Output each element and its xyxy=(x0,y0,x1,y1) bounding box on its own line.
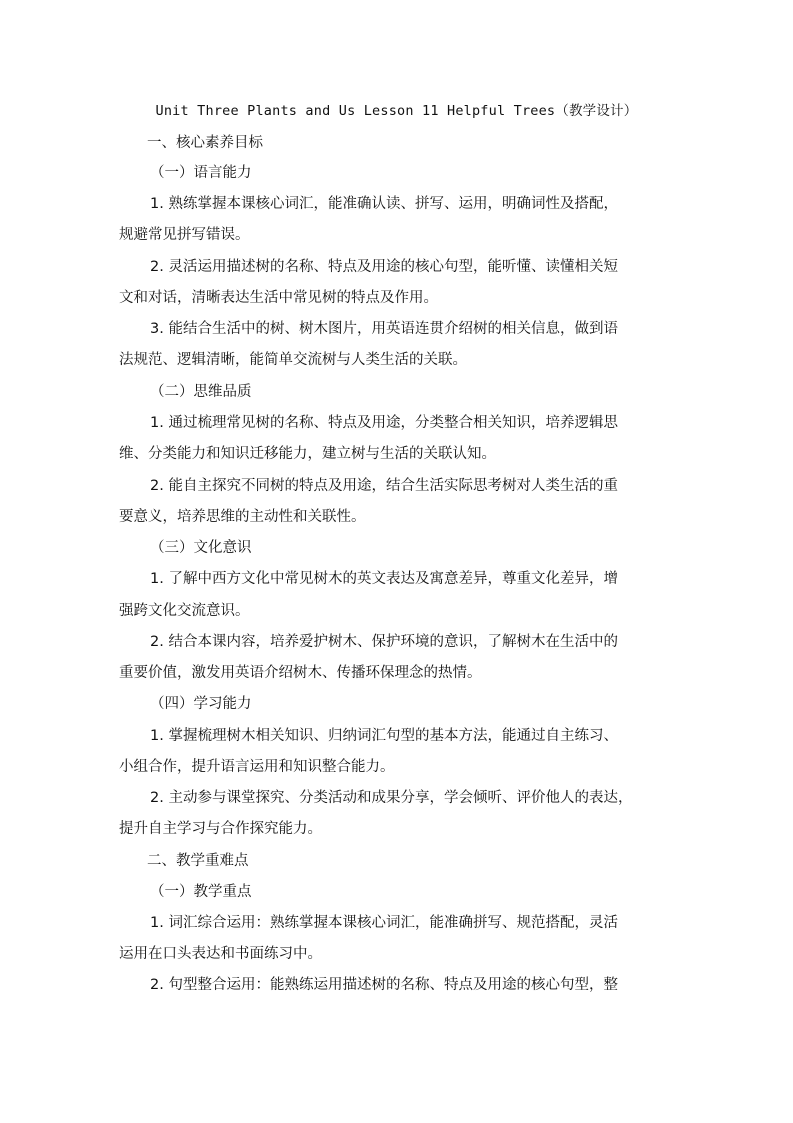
paragraph-line: 提升自主学习与合作探究能力。 xyxy=(119,821,322,837)
paragraph-line: 维、分类能力和知识迁移能力，建立树与生活的关联认知。 xyxy=(119,446,496,462)
subsection-heading-thinking: （二）思维品质 xyxy=(150,384,252,400)
paragraph-line: 小组合作，提升语言运用和知识整合能力。 xyxy=(119,759,395,775)
subsection-heading-culture: （三）文化意识 xyxy=(150,540,252,556)
paragraph-line: 文和对话，清晰表达生活中常见树的特点及作用。 xyxy=(119,290,438,306)
paragraph-line: 运用在口头表达和书面练习中。 xyxy=(119,946,322,962)
paragraph-line: 2. 能自主探究不同树的特点及用途，结合生活实际思考树对人类生活的重 xyxy=(150,478,618,494)
subsection-heading-language: （一）语言能力 xyxy=(150,165,252,181)
subsection-heading-teaching-focus: （一）教学重点 xyxy=(150,884,252,900)
paragraph-line: 要意义，培养思维的主动性和关联性。 xyxy=(119,509,366,525)
paragraph-line: 2. 主动参与课堂探究、分类活动和成果分享，学会倾听、评价他人的表达， xyxy=(150,790,633,806)
paragraph-line: 重要价值，激发用英语介绍树木、传播环保理念的热情。 xyxy=(119,665,482,681)
paragraph-line: 1. 词汇综合运用：熟练掌握本课核心词汇，能准确拼写、规范搭配，灵活 xyxy=(150,915,618,931)
paragraph-line: 1. 熟练掌握本课核心词汇，能准确认读、拼写、运用，明确词性及搭配， xyxy=(150,196,618,212)
paragraph-line: 2. 灵活运用描述树的名称、特点及用途的核心句型，能听懂、读懂相关短 xyxy=(150,259,618,275)
paragraph-line: 1. 了解中西方文化中常见树木的英文表达及寓意差异，尊重文化差异，增 xyxy=(150,571,618,587)
paragraph-line: 3. 能结合生活中的树、树木图片，用英语连贯介绍树的相关信息，做到语 xyxy=(150,321,618,337)
paragraph-line: 1. 通过梳理常见树的名称、特点及用途，分类整合相关知识，培养逻辑思 xyxy=(150,415,618,431)
section-heading-key-points: 二、教学重难点 xyxy=(147,853,249,869)
paragraph-line: 1. 掌握梳理树木相关知识、归纳词汇句型的基本方法，能通过自主练习、 xyxy=(150,728,618,744)
section-heading-objectives: 一、核心素养目标 xyxy=(147,135,263,151)
paragraph-line: 2. 结合本课内容，培养爱护树木、保护环境的意识，了解树木在生活中的 xyxy=(150,634,618,650)
paragraph-line: 法规范、逻辑清晰，能简单交流树与人类生活的关联。 xyxy=(119,352,467,368)
paragraph-line: 强跨文化交流意识。 xyxy=(119,603,250,619)
paragraph-line: 2. 句型整合运用：能熟练运用描述树的名称、特点及用途的核心句型，整 xyxy=(150,977,618,993)
paragraph-line: 规避常见拼写错误。 xyxy=(119,227,250,243)
document-title: Unit Three Plants and Us Lesson 11 Helpful Trees（教学设计） xyxy=(155,103,638,119)
subsection-heading-learning: （四）学习能力 xyxy=(150,696,252,712)
